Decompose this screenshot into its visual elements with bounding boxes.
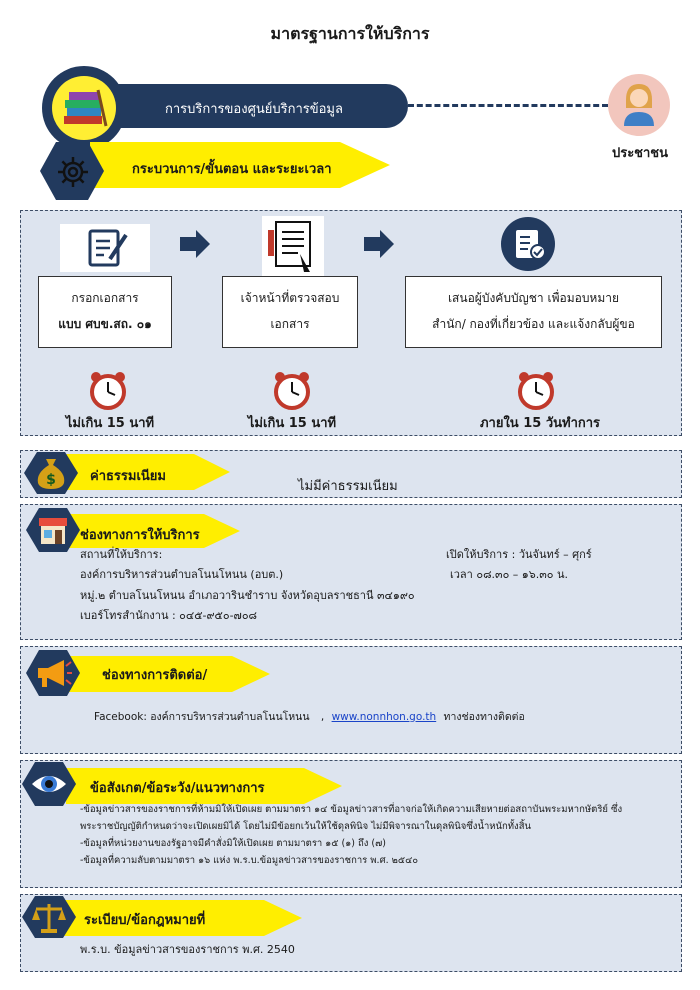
channel-phone: เบอร์โทรสำนักงาน : ๐๔๕-๙๕๐-๗๐๘ xyxy=(80,609,258,622)
step1-line1: กรอกเอกสาร xyxy=(71,291,139,305)
contact-website-link[interactable]: www.nonnhon.go.th xyxy=(331,711,437,723)
contact-suffix: ทางช่องทางติดต่อ xyxy=(443,711,525,723)
step1-box xyxy=(38,276,172,348)
step1-line2: แบบ ศบข.สถ. ๐๑ xyxy=(58,317,152,331)
person-icon xyxy=(620,82,658,126)
channel-open-days: เปิดให้บริการ : วันจันทร์ – ศุกร์ xyxy=(446,548,592,561)
arrow-right-icon xyxy=(364,230,394,258)
channel-org: องค์การบริหารส่วนตำบลโนนโหนน (อบต.) xyxy=(80,568,284,581)
step3-line2: สำนัก/ กองที่เกี่ยวข้อง และแจ้งกลับผู้ขอ xyxy=(432,317,635,331)
fee-value: ไม่มีค่าธรรมเนียม xyxy=(298,479,398,494)
banner-text: การบริการของศูนย์บริการข้อมูล xyxy=(165,102,343,117)
megaphone-icon xyxy=(34,656,72,690)
storefront-icon xyxy=(36,514,70,546)
step3-line1: เสนอผู้บังคับบัญชา เพื่อมอบหมาย xyxy=(447,291,620,305)
alarm-clock-icon xyxy=(86,370,130,410)
arrow-right-icon xyxy=(180,230,210,258)
books-icon xyxy=(60,86,108,130)
channel-place-title: สถานที่ให้บริการ: xyxy=(80,548,163,561)
notes-label: ข้อสังเกต/ข้อระวัง/แนวทางการ xyxy=(90,781,265,796)
channel-label: ช่องทางการให้บริการ xyxy=(80,528,200,543)
money-bag-icon xyxy=(34,455,68,491)
page-title: มาตรฐานการให้บริการ xyxy=(270,24,430,43)
notes-line4: -ข้อมูลที่ความลับตามมาตรา ๑๖ แห่ง พ.ร.บ.ข้อมูลข่าวสารของราชการ พ.ศ. ๒๕๔๐ xyxy=(80,855,419,866)
form-icon xyxy=(88,227,128,269)
svg-text:$: $ xyxy=(46,472,56,488)
gear-icon xyxy=(53,152,93,192)
contact-separator: , xyxy=(320,711,325,723)
notes-line2: พระราชบัญญัติกำหนดว่าจะเปิดเผยมิได้ โดยไม่มีข้อยกเว้นให้ใช้ดุลพินิจ ไม่มีพิจารณาในดุลพินิจซึ่งน้ำหนักทั้งสิ้น xyxy=(80,821,531,832)
alarm-clock-icon xyxy=(514,370,558,410)
channel-address: หมู่.๒ ตำบลโนนโหนน อำเภอวารินชำราบ จังหวัดอุบลราชธานี ๓๔๑๙๐ xyxy=(80,589,415,602)
step2-line1: เจ้าหน้าที่ตรวจสอบ xyxy=(240,291,340,305)
step2-box xyxy=(222,276,358,348)
step3-time: ภายใน 15 วันทำการ xyxy=(479,416,601,431)
banner-connector xyxy=(408,104,608,107)
step2-time: ไม่เกิน 15 นาที xyxy=(247,416,337,431)
alarm-clock-icon xyxy=(270,370,314,410)
process-label: กระบวนการ/ขั้นตอน และระยะเวลา xyxy=(132,162,332,177)
eye-icon xyxy=(30,770,68,798)
law-label: ระเบียบ/ข้อกฎหมายที่ xyxy=(84,913,206,928)
step2-line2: เอกสาร xyxy=(270,317,310,331)
contact-label: ช่องทางการติดต่อ/ xyxy=(102,668,208,683)
fee-label: ค่าธรรมเนียม xyxy=(90,469,166,484)
checklist-icon xyxy=(500,216,556,272)
document-check-icon xyxy=(266,218,320,274)
law-value: พ.ร.บ. ข้อมูลข่าวสารของราชการ พ.ศ. 2540 xyxy=(80,943,295,956)
citizen-label: ประชาชน xyxy=(611,146,669,161)
contact-line xyxy=(94,708,525,725)
step3-box xyxy=(405,276,662,348)
channel-open-hours: เวลา ๐๘.๓๐ – ๑๖.๓๐ น. xyxy=(450,568,568,581)
notes-line3: -ข้อมูลที่หน่วยงานของรัฐอาจมีคำสั่งมิให้เปิดเผย ตามมาตรา ๑๕ (๑) ถึง (๗) xyxy=(80,838,386,849)
notes-line1: -ข้อมูลข่าวสารของราชการที่ห้ามมิให้เปิดเผย ตามมาตรา ๑๔ ข้อมูลข่าวสารที่อาจก่อให้เกิดความเสียหายต่อสถาบันพระมหากษัตริย์ ซึ่ง xyxy=(80,804,623,815)
contact-facebook: Facebook: องค์การบริหารส่วนตำบลโนนโหนน xyxy=(94,711,310,723)
step1-time: ไม่เกิน 15 นาที xyxy=(65,416,155,431)
scales-icon xyxy=(30,900,68,934)
